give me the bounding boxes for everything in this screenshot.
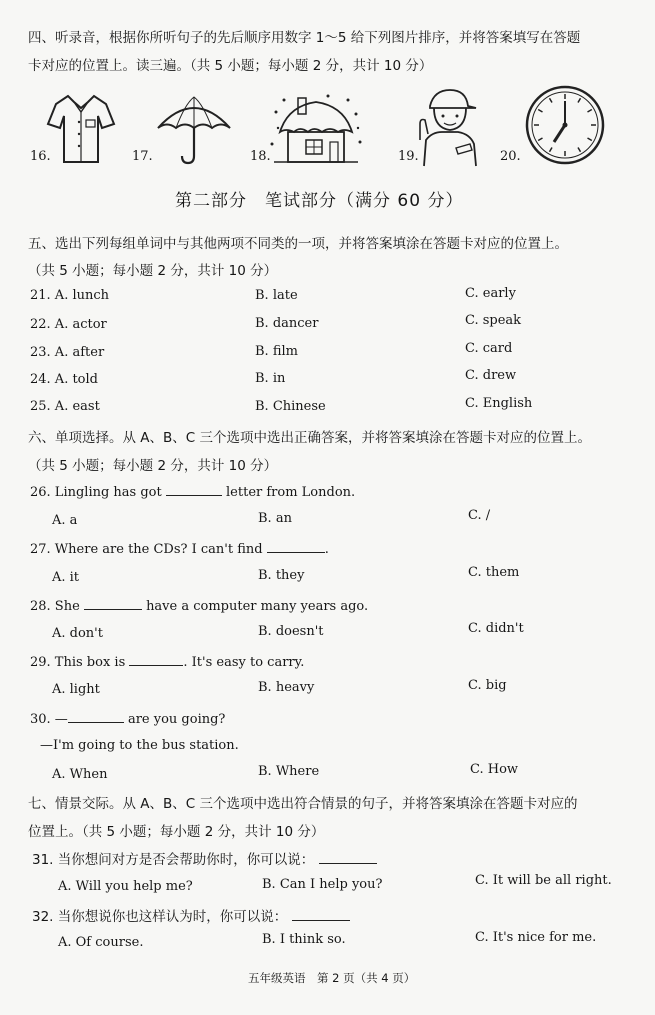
q27-stem [30,540,329,557]
q27-option-b: B. they [258,568,305,583]
q25-option-c: C. English [465,396,533,411]
q29-option-b: B. heavy [258,680,315,695]
clock-icon [524,84,606,166]
q30-stem-line2: —I'm going to the bus station. [40,738,239,753]
section6-header-line1: 六、单项选择。从 A、B、C 三个选项中选出正确答案，并将答案填涂在答题卡对应的位置上。 [28,430,592,446]
section4-header-line2: 卡对应的位置上。读三遍。（共 5 小题；每小题 2 分，共计 10 分） [28,58,433,74]
section6-header-line2: （共 5 小题；每小题 2 分，共计 10 分） [28,458,278,474]
q30-option-b: B. Where [258,764,320,779]
q28-stem-post: have a computer many years ago. [146,599,369,614]
q29-option-a: A. light [52,682,100,697]
q30-stem-pre: 30. — [30,712,68,727]
q30-stem [30,710,225,727]
q31-option-c: C. It will be all right. [475,873,612,888]
q23-option-c: C. card [465,341,513,356]
section4-header-line1: 四、听录音，根据你所听句子的先后顺序用数字 1～5 给下列图片排序，并将答案填写在答题 [28,30,581,46]
q28-option-a: A. don't [52,626,103,641]
q26-option-a: A. a [52,513,78,528]
q31-option-b: B. Can I help you? [262,877,383,892]
q32-option-a: A. Of course. [58,935,144,950]
q32-stem [32,905,350,925]
q23-option-a: 23. A. after [30,345,105,360]
q30-option-a: A. When [52,767,108,782]
q32-option-b: B. I think so. [262,932,346,947]
picture-number-20: 20. [500,149,521,164]
q21-option-b: B. late [255,288,298,303]
q22-option-c: C. speak [465,313,522,328]
q29-stem-pre: 29. This box is [30,655,126,670]
q29-stem-post: . It's easy to carry. [183,655,305,670]
boy-with-cap-icon [412,84,486,168]
section5-header-line2: （共 5 小题；每小题 2 分，共计 10 分） [28,263,278,279]
q23-option-b: B. film [255,344,298,359]
q22-option-b: B. dancer [255,316,319,331]
q27-option-c: C. them [468,565,520,580]
section7-header-line2: 位置上。（共 5 小题；每小题 2 分，共计 10 分） [28,824,325,840]
picture-number-16: 16. [30,149,51,164]
q30-stem-post: are you going? [127,712,226,727]
q24-option-b: B. in [255,371,286,386]
snowy-house-icon [268,92,364,168]
q30-blank [68,710,124,723]
q26-stem [30,483,355,500]
q21-option-c: C. early [465,286,516,301]
q30-option-c: C. How [470,762,519,777]
q21-option-a: 21. A. lunch [30,288,110,303]
q26-stem-post: letter from London. [226,485,356,500]
q27-blank [267,540,325,553]
q26-blank [166,483,222,496]
q28-stem [30,597,368,614]
q29-stem [30,653,304,670]
section7-header-line1: 七、情景交际。从 A、B、C 三个选项中选出符合情景的句子，并将答案填涂在答题卡对应的 [28,796,578,812]
q26-option-b: B. an [258,511,292,526]
q31-blank [319,851,377,864]
q24-option-a: 24. A. told [30,372,98,387]
q25-option-b: B. Chinese [255,399,326,414]
q32-blank [292,908,350,921]
q22-option-a: 22. A. actor [30,317,107,332]
q29-option-c: C. big [468,678,507,693]
q27-stem-post: . [324,542,329,557]
q31-option-a: A. Will you help me? [58,879,193,894]
q26-stem-pre: 26. Lingling has got [30,485,162,500]
q28-stem-pre: 28. She [30,599,80,614]
q31-stem [32,848,377,868]
q28-option-c: C. didn't [468,621,524,636]
q28-option-b: B. doesn't [258,624,324,639]
section5-header-line1: 五、选出下列每组单词中与其他两项不同类的一项，并将答案填涂在答题卡对应的位置上。 [28,236,568,252]
q29-blank [129,653,183,666]
q32-text: 32. 当你想说你也这样认为时，你可以说： [32,909,288,925]
page-footer: 五年级英语 第 2 页（共 4 页） [248,971,416,985]
picture-number-19: 19. [398,149,419,164]
part2-title: 第二部分 笔试部分（满分 60 分） [175,191,464,211]
q28-blank [84,597,142,610]
q24-option-c: C. drew [465,368,517,383]
q27-option-a: A. it [52,570,80,585]
q27-stem-pre: 27. Where are the CDs? I can't find [30,542,263,557]
umbrella-icon [155,94,233,166]
shirt-icon [46,90,116,166]
q32-option-c: C. It's nice for me. [475,930,597,945]
q25-option-a: 25. A. east [30,399,100,414]
picture-number-17: 17. [132,149,153,164]
q31-text: 31. 当你想问对方是否会帮助你时，你可以说： [32,852,315,868]
q26-option-c: C. / [468,508,491,523]
picture-number-18: 18. [250,149,271,164]
